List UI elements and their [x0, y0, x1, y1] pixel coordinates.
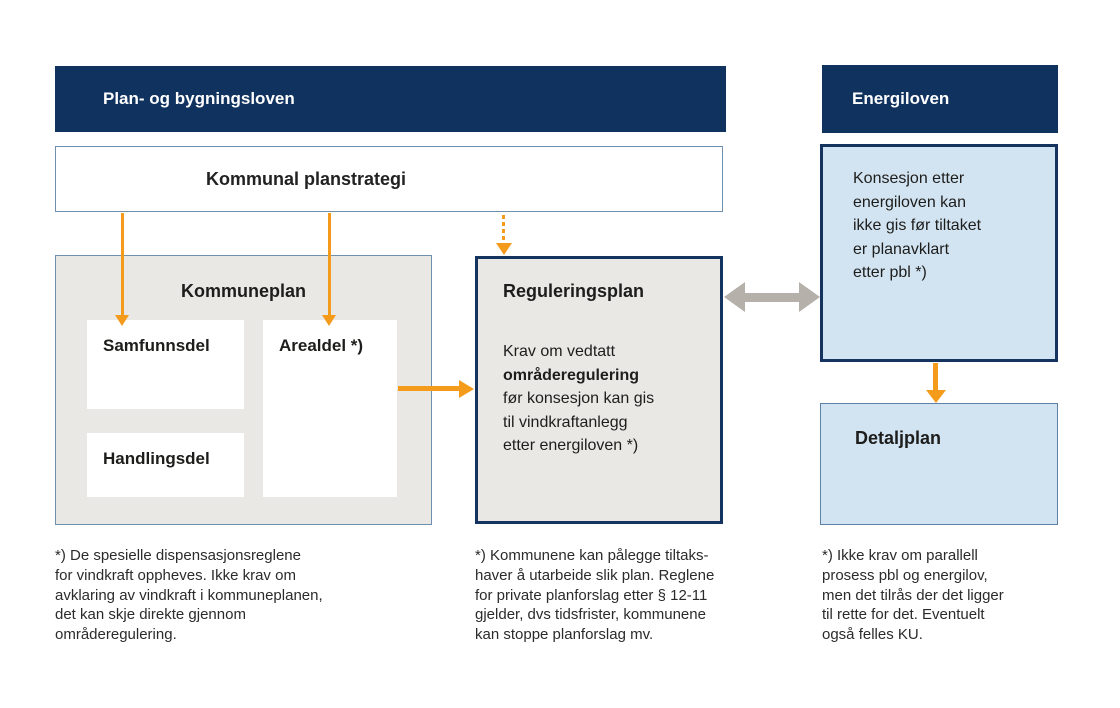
arrow-down-arealdel-head-icon [322, 315, 336, 326]
arealdel-label: Arealdel *) [279, 336, 364, 355]
arrow-down-konsesjon-to-detaljplan-head-icon [926, 390, 946, 403]
arealdel-box [263, 320, 397, 497]
arrow-down-samfunnsdel-icon [121, 213, 124, 316]
detaljplan-box [820, 403, 1058, 525]
handlingsdel-box [87, 433, 244, 497]
reguleringsplan-body-line: til vindkraftanlegg [503, 413, 628, 431]
reguleringsplan-body-line-bold: områderegulering [503, 366, 640, 384]
reguleringsplan-title: Reguleringsplan [503, 281, 645, 301]
pbl-law-header [55, 66, 726, 132]
detaljplan-label: Detaljplan [855, 428, 942, 448]
footnote-reguleringsplan: *) Kommunene kan pålegge tiltaks- haver å utarbeide slik plan. Reglene for private planforslag etter § 12-11 gjelder, dvs tidsfrister, kommunene kan stoppe planforslag mv. [475, 547, 715, 644]
arrow-down-samfunnsdel-head-icon [115, 315, 129, 326]
kommuneplan-title: Kommuneplan [180, 281, 306, 301]
arrow-right-arealdel-to-reguleringsplan-icon [398, 386, 459, 391]
pbl-law-header-label: Plan- og bygningsloven [103, 89, 295, 108]
arrow-right-arealdel-to-reguleringsplan-head-icon [459, 380, 474, 398]
reguleringsplan-body [503, 340, 654, 458]
dashed-arrow-down-reguleringsplan-head-icon [496, 243, 512, 255]
energiloven-header-label: Energiloven [852, 89, 950, 108]
reguleringsplan-body-line: etter energiloven *) [503, 437, 639, 454]
reguleringsplan-body-line: Krav om vedtatt [503, 343, 616, 360]
dashed-arrow-down-reguleringsplan-icon [502, 215, 505, 243]
double-arrow-shaft-icon [742, 293, 802, 302]
reguleringsplan-body-line: før konsesjon kan gis [503, 390, 655, 407]
arrow-down-konsesjon-to-detaljplan-icon [933, 363, 938, 390]
energiloven-header [822, 65, 1058, 133]
samfunnsdel-label: Samfunnsdel [103, 336, 210, 355]
double-arrow-reguleringsplan-konsesjon-icon [724, 282, 820, 313]
footnote-kommuneplan: *) De spesielle dispensasjonsreglene for vindkraft oppheves. Ikke krav om avklaring av vindkraft i kommuneplanen, det kan skje direkte gjennom områderegulering. [55, 547, 323, 644]
kommunal-planstrategi-label: Kommunal planstrategi [206, 168, 407, 189]
samfunnsdel-box [87, 320, 244, 409]
kommunal-planstrategi-box [55, 146, 723, 212]
double-arrow-right-head-icon [799, 282, 820, 312]
konsesjon-text: Konsesjon etter energiloven kan ikke gis før tiltaket er planavklart etter pbl *) [853, 170, 982, 281]
arrow-down-arealdel-icon [328, 213, 331, 316]
handlingsdel-label: Handlingsdel [103, 449, 210, 468]
footnote-energiloven: *) Ikke krav om parallell prosess pbl og energilov, men det tilrås der det ligger til rette for det. Eventuelt også felles KU. [822, 547, 1004, 644]
